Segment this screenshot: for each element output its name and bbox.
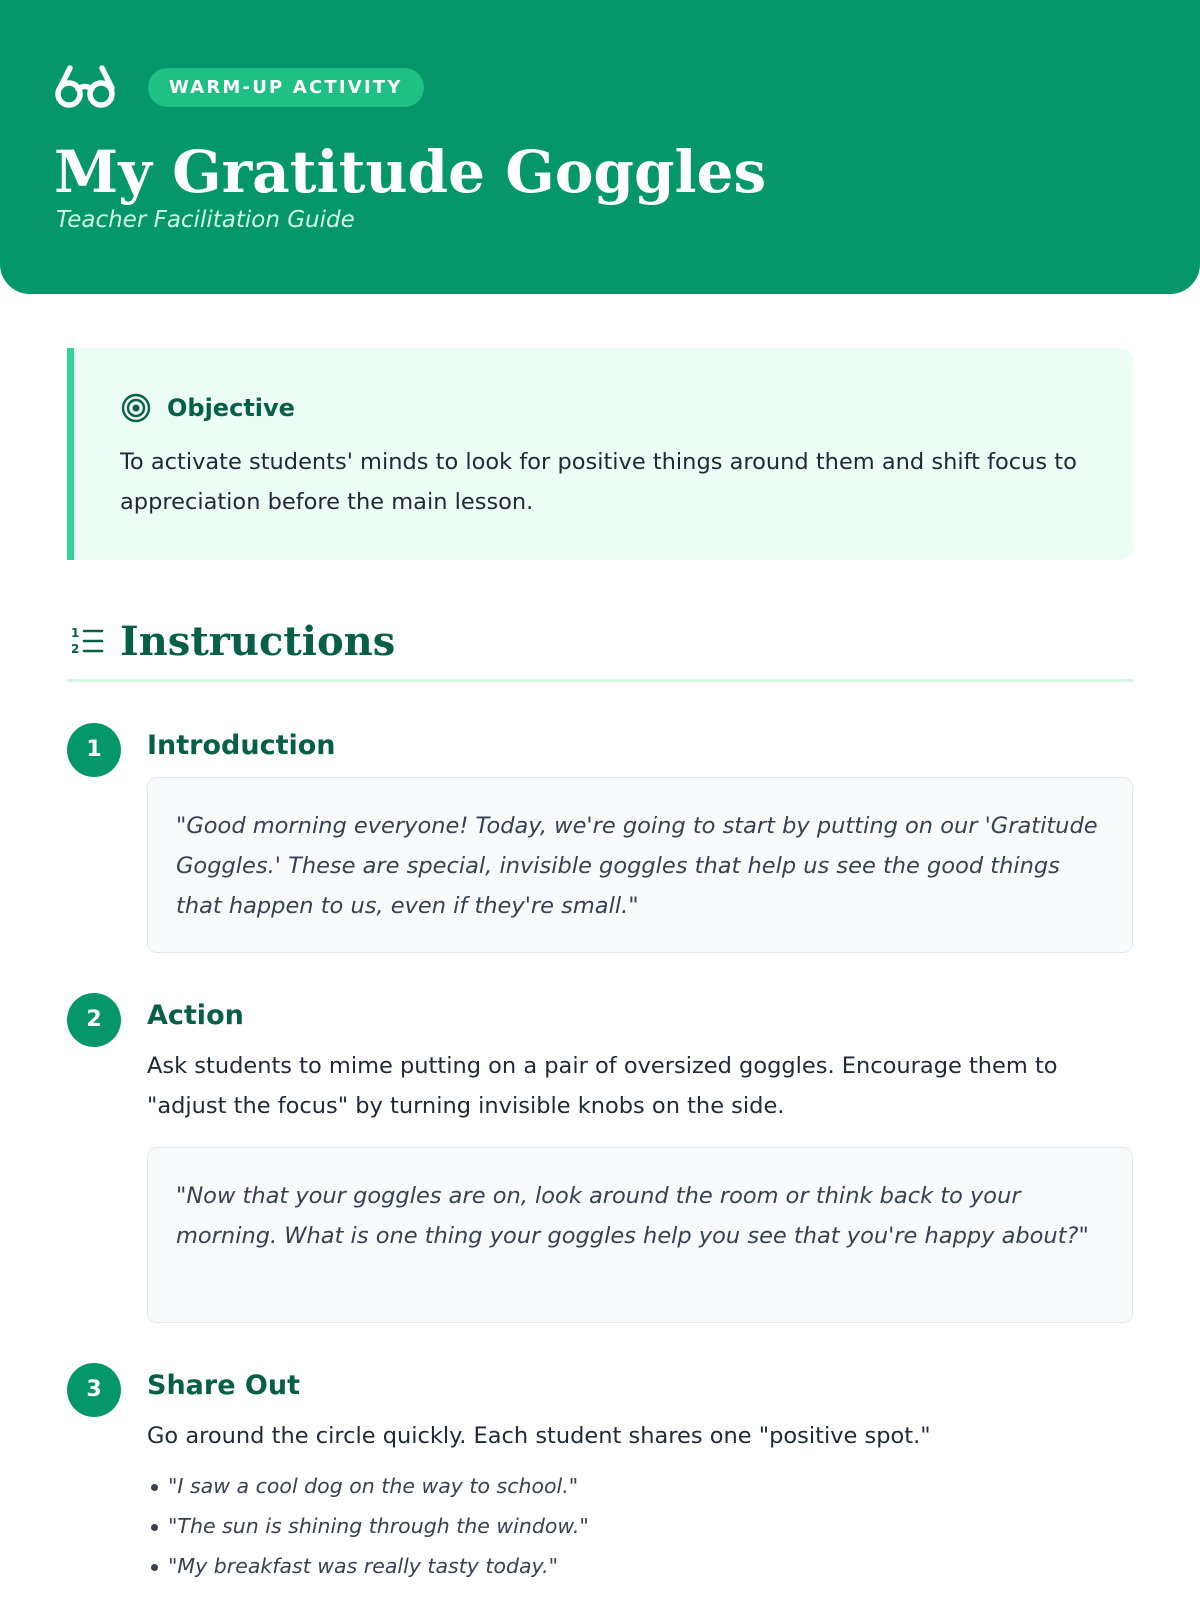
step-3-text: Go around the circle quickly. Each student shares one "positive spot." xyxy=(147,1423,931,1449)
step-2-quote: "Now that your goggles are on, look around the room or think back to your morning. What is one thing your goggles help you see that you're happy about?" xyxy=(176,1183,1089,1249)
step-2-text: Ask students to mime putting on a pair of oversized goggles. Encourage them to "adjust the focus" by turning invisible knobs on the side. xyxy=(147,1053,1058,1119)
svg-text:1: 1 xyxy=(71,626,80,640)
step-1-title: Introduction xyxy=(147,730,336,761)
section-divider xyxy=(67,679,1133,682)
step-3-examples-list xyxy=(147,1466,589,1586)
target-icon xyxy=(120,392,152,424)
step-1-script-box xyxy=(147,777,1133,953)
step-3-title: Share Out xyxy=(147,1370,300,1401)
step-1-number: 1 xyxy=(67,723,121,777)
objective-text: To activate students' minds to look for positive things around them and shift focus to appreciation before the main lesson. xyxy=(120,449,1077,515)
objective-card xyxy=(67,348,1133,560)
svg-text:2: 2 xyxy=(71,642,80,656)
instructions-heading: Instructions xyxy=(120,618,396,665)
step-1-quote: "Good morning everyone! Today, we're going to start by putting on our 'Gratitude Goggles.' These are special, invisible goggles that help us see the good things that happen to us, even if they're small." xyxy=(176,813,1098,919)
step-2-number: 2 xyxy=(67,993,121,1047)
numbered-list-icon xyxy=(70,624,104,658)
step-2-title: Action xyxy=(147,1000,244,1031)
list-item: "The sun is shining through the window." xyxy=(147,1506,589,1546)
step-3-number: 3 xyxy=(67,1363,121,1417)
activity-badge: WARM-UP ACTIVITY xyxy=(148,68,424,107)
glasses-icon xyxy=(54,62,118,110)
page-subtitle: Teacher Facilitation Guide xyxy=(56,207,355,233)
objective-label: Objective xyxy=(167,394,295,422)
page-title: My Gratitude Goggles xyxy=(54,138,767,206)
list-item: "My breakfast was really tasty today." xyxy=(147,1546,589,1586)
list-item: "I saw a cool dog on the way to school." xyxy=(147,1466,589,1506)
page-header xyxy=(0,0,1200,294)
step-2-script-box xyxy=(147,1147,1133,1323)
